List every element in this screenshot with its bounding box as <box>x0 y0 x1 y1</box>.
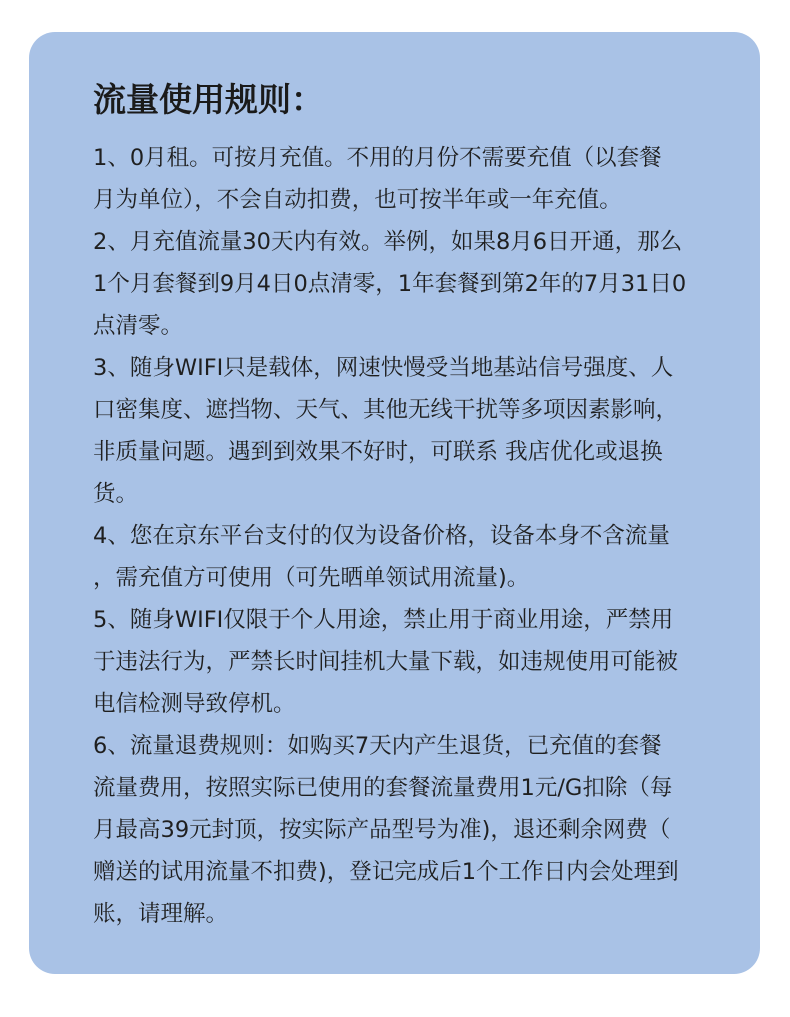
rule-line: 5、随身WIFI仅限于个人用途，禁止用于商业用途，严禁用 <box>93 607 674 633</box>
rule-item-4 <box>93 515 733 599</box>
rule-line: 2、月充值流量30天内有效。举例，如果8月6日开通，那么 <box>93 229 683 255</box>
rule-line: 月为单位），不会自动扣费，也可按半年或一年充值。 <box>93 187 622 213</box>
rule-line: 3、随身WIFI只是载体，网速快慢受当地基站信号强度、人 <box>93 355 674 381</box>
rule-line: 口密集度、遮挡物、天气、其他无线干扰等多项因素影响， <box>93 397 679 423</box>
rule-line: 点清零。 <box>93 313 184 339</box>
rule-line: ，需充值方可使用（可先晒单领试用流量)。 <box>93 565 530 591</box>
page-title: 流量使用规则： <box>93 80 324 119</box>
rule-line: 6、流量退费规则：如购买7天内产生退货，已充值的套餐 <box>93 733 662 759</box>
rule-line: 4、您在京东平台支付的仅为设备价格，设备本身不含流量 <box>93 523 670 549</box>
rule-line: 货。 <box>93 481 139 507</box>
rule-item-6 <box>93 725 733 935</box>
rule-line: 非质量问题。遇到到效果不好时，可联系 我店优化或退换 <box>93 439 663 465</box>
rule-item-1 <box>93 137 733 221</box>
rule-line: 赠送的试用流量不扣费)，登记完成后1个工作日内会处理到 <box>93 859 679 885</box>
rule-line: 于违法行为，严禁长时间挂机大量下载，如违规使用可能被 <box>93 649 679 675</box>
rule-line: 流量费用，按照实际已使用的套餐流量费用1元/G扣除（每 <box>93 775 673 801</box>
rule-line: 1个月套餐到9月4日0点清零，1年套餐到第2年的7月31日0 <box>93 271 687 297</box>
rule-item-3 <box>93 347 733 515</box>
rule-line: 月最高39元封顶，按实际产品型号为准)，退还剩余网费（ <box>93 817 671 843</box>
rule-item-2 <box>93 221 733 347</box>
rules-card <box>29 32 760 974</box>
rule-line: 账，请理解。 <box>93 901 229 927</box>
rule-line: 1、0月租。可按月充值。不用的月份不需要充值（以套餐 <box>93 145 662 171</box>
rule-line: 电信检测导致停机。 <box>93 691 296 717</box>
rules-list <box>93 137 733 935</box>
rule-item-5 <box>93 599 733 725</box>
